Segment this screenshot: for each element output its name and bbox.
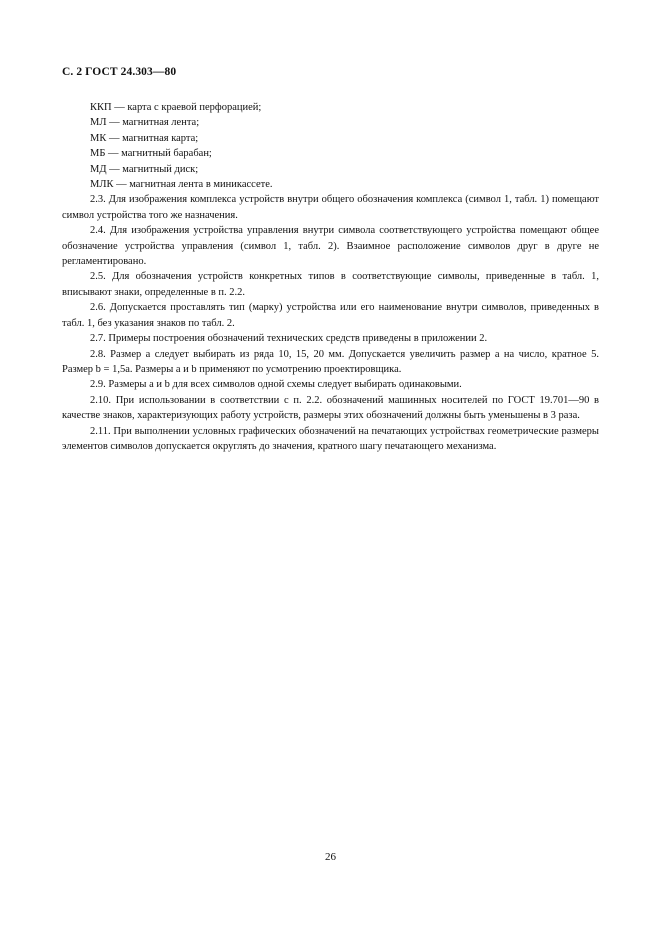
page-number: 26 [325,851,336,863]
abbreviation-list [62,100,599,192]
abbreviation-item: МД — магнитный диск; [90,163,199,175]
paragraph-2-11: 2.11. При выполнении условных графических обозначений на печатающих устройствах геометрические размеры элементов символов допускается округлять до значения, кратного шагу печатающего механизма. [62,425,599,452]
paragraph-2-7: 2.7. Примеры построения обозначений технических средств приведены в приложении 2. [90,333,488,345]
abbreviation-item: ККП — карта с краевой перфорацией; [90,102,262,113]
paragraph-2-6: 2.6. Допускается проставлять тип (марку) устройства или его наименование внутри символов, приведенных в табл. 1, без указания знаков по табл. 2. [62,302,599,329]
paragraph-2-10: 2.10. При использовании в соответствии с п. 2.2. обозначений машинных носителей по ГОСТ 19.701—90 в качестве знаков, характеризующих работу устройств, размеры этих обозначений должны быть уменьшены в 3 раза. [62,394,599,422]
paragraph-2-5: 2.5. Для обозначения устройств конкретных типов в соответствующие символы, приведенные в табл. 1, вписывают знаки, определенные в п. 2.2. [62,271,599,298]
page-header: С. 2 ГОСТ 24.303—80 [62,66,177,78]
paragraph-2-3: 2.3. Для изображения комплекса устройств внутри общего обозначения комплекса (символ 1, табл. 1) помещают символ устройства того же назначения. [62,194,599,221]
paragraph-2-8: 2.8. Размер a следует выбирать из ряда 10, 15, 20 мм. Допускается увеличить размер a на число, кратное 5. Размер b = 1,5a. Размеры a и b применяют по усмотрению проектировщика. [62,348,599,375]
abbreviation-item: МЛ — магнитная лента; [90,117,200,129]
abbreviation-item: МЛК — магнитная лента в миникассете. [90,179,273,191]
paragraph-2-4: 2.4. Для изображения устройства управления внутри символа соответствующего устройства помещают общее обозначение устройства управления (символ 1, табл. 2). Взаимное расположение символов друг в друге не регламентировано. [62,225,599,268]
document-body [62,100,599,454]
abbreviation-item: МК — магнитная карта; [90,132,199,144]
paragraph-2-9: 2.9. Размеры a и b для всех символов одной схемы следует выбирать одинаковыми. [90,379,462,391]
abbreviation-item: МБ — магнитный барабан; [90,148,212,160]
